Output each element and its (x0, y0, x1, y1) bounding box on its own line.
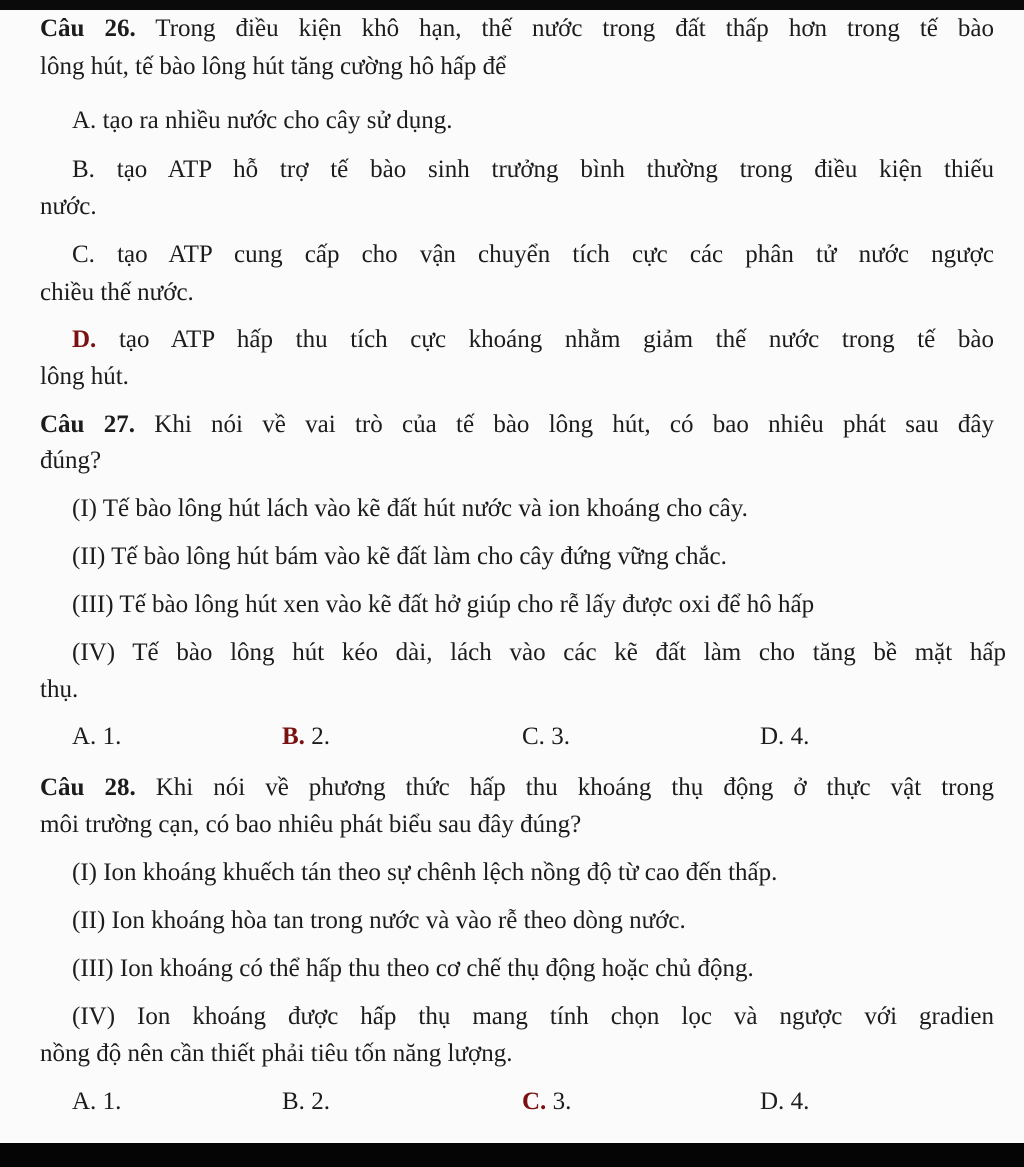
bottom-black-bar (0, 1143, 1024, 1167)
q27-statement-4: (IV) Tế bào lông hút kéo dài, lách vào các kẽ đất làm cho tăng bề mặt hấp (72, 639, 1006, 666)
q27-answer-b: B. 2. (282, 723, 330, 750)
q26-label: Câu 26. (40, 15, 136, 42)
q27-answer-a: A. 1. (72, 723, 122, 750)
q28-selected-answer-mark: C. (522, 1088, 547, 1115)
q28-answer-b: B. 2. (282, 1088, 330, 1115)
q26-selected-answer-mark: D. (72, 326, 97, 353)
q28-statement-3: (III) Ion khoáng có thể hấp thu theo cơ chế thụ động hoặc chủ động. (72, 955, 754, 982)
q26-option-a: A. tạo ra nhiều nước cho cây sử dụng. (72, 107, 453, 134)
q27-answer-c: C. 3. (522, 723, 570, 750)
q28-answer-row (0, 1087, 1024, 1117)
q28-answer-a: A. 1. (72, 1088, 122, 1115)
q28-statement-1: (I) Ion khoáng khuếch tán theo sự chênh lệch nồng độ từ cao đến thấp. (72, 859, 778, 886)
q27-statement-3: (III) Tế bào lông hút xen vào kẽ đất hở giúp cho rễ lấy được oxi để hô hấp (72, 591, 815, 618)
q27-stem-line-2: đúng? (40, 447, 102, 474)
q28-stem-line-1: Câu 28. Khi nói về phương thức hấp thu khoáng thụ động ở thực vật trong (40, 774, 994, 801)
q27-answer-row (0, 722, 1024, 752)
q28-answer-d: D. 4. (760, 1088, 810, 1115)
q27-selected-answer-mark: B. (282, 723, 305, 750)
q26-option-c: C. tạo ATP cung cấp cho vận chuyển tích cực các phân tử nước ngược (72, 241, 994, 268)
q26-option-d: D. tạo ATP hấp thu tích cực khoáng nhằm giảm thế nước trong tế bào (72, 326, 995, 353)
q27-answer-d: D. 4. (760, 723, 810, 750)
q26-option-d-cont: lông hút. (40, 363, 129, 390)
q26-option-b-cont: nước. (40, 193, 97, 220)
q28-answer-c: C. 3. (522, 1088, 572, 1115)
q27-statement-2: (II) Tế bào lông hút bám vào kẽ đất làm cho cây đứng vững chắc. (72, 543, 727, 570)
q28-stem-line-2: môi trường cạn, có bao nhiêu phát biểu sau đây đúng? (40, 811, 582, 838)
q27-statement-4-cont: thụ. (40, 676, 79, 703)
q28-label: Câu 28. (40, 774, 136, 801)
q26-stem-line-1: Câu 26. Trong điều kiện khô hạn, thế nước trong đất thấp hơn trong tế bào (40, 15, 994, 42)
q27-label: Câu 27. (40, 411, 135, 438)
q26-option-b: B. tạo ATP hỗ trợ tế bào sinh trưởng bình thường trong điều kiện thiếu (72, 156, 995, 183)
q28-statement-2: (II) Ion khoáng hòa tan trong nước và vào rễ theo dòng nước. (72, 907, 686, 934)
q28-statement-4-cont: nồng độ nên cần thiết phải tiêu tốn năng lượng. (40, 1040, 513, 1067)
q28-statement-4: (IV) Ion khoáng được hấp thụ mang tính chọn lọc và ngược với gradien (72, 1003, 994, 1030)
q27-statement-1: (I) Tế bào lông hút lách vào kẽ đất hút nước và ion khoáng cho cây. (72, 495, 748, 522)
q27-stem-line-1: Câu 27. Khi nói về vai trò của tế bào lông hút, có bao nhiêu phát sau đây (40, 411, 994, 438)
q26-option-c-cont: chiều thế nước. (40, 279, 194, 306)
q26-stem-line-2: lông hút, tế bào lông hút tăng cường hô hấp để (40, 53, 507, 80)
